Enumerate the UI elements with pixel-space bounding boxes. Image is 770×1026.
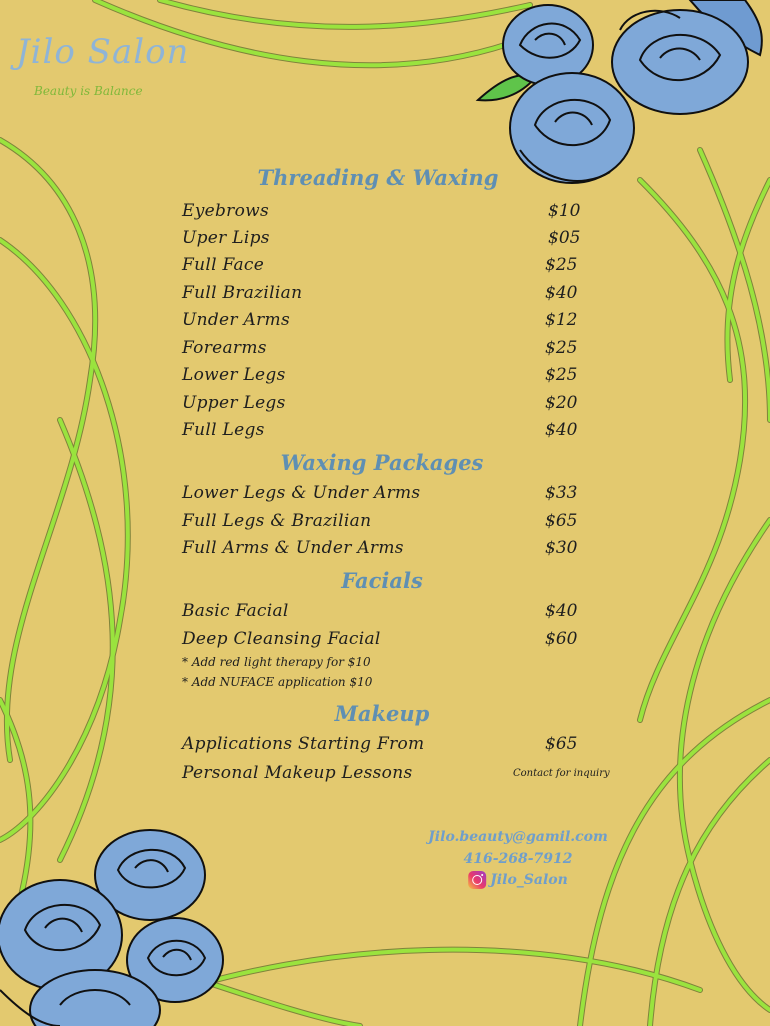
instagram-icon <box>468 871 486 889</box>
menu-item-price: $05 <box>548 228 581 248</box>
contact-instagram[interactable] <box>468 871 568 889</box>
menu-item-price: $10 <box>548 201 581 221</box>
section-title-makeup: Makeup <box>334 701 430 726</box>
menu-item-name: Personal Makeup Lessons <box>182 763 413 783</box>
section-title-facials: Facials <box>341 568 423 593</box>
menu-item-name: Full Face <box>182 255 265 275</box>
menu-item-price: $30 <box>545 538 578 558</box>
facial-addon-note: * Add red light therapy for $10 <box>182 655 371 669</box>
menu-item-price: $60 <box>545 629 578 649</box>
contact-email[interactable]: Jilo.beauty@gamil.com <box>428 829 608 845</box>
menu-item-name: Applications Starting From <box>182 734 425 754</box>
menu-item-name: Full Legs <box>182 420 265 440</box>
menu-item-name: Full Brazilian <box>182 283 303 303</box>
menu-item-name: Lower Legs <box>182 365 286 385</box>
rose-cluster-bottom <box>0 830 223 1026</box>
contact-phone[interactable]: 416-268-7912 <box>463 851 573 867</box>
menu-item-name: Forearms <box>182 338 267 358</box>
menu-item-name: Under Arms <box>182 310 290 330</box>
menu-item-price: $65 <box>545 734 578 754</box>
menu-item-price: $12 <box>545 310 578 330</box>
menu-item-price: $65 <box>545 511 578 531</box>
menu-item-price: $25 <box>545 255 578 275</box>
brand-tagline: Beauty is Balance <box>34 84 143 98</box>
menu-item-price: $40 <box>545 283 578 303</box>
menu-item-price: $25 <box>545 365 578 385</box>
menu-item-name: Eyebrows <box>182 201 269 221</box>
menu-item-name: Full Arms & Under Arms <box>182 538 404 558</box>
facial-addon-note: * Add NUFACE application $10 <box>182 675 373 689</box>
section-title-threading-waxing: Threading & Waxing <box>257 165 499 190</box>
rose-cluster-top <box>478 0 762 183</box>
menu-item-name: Uper Lips <box>182 228 270 248</box>
menu-item-price: $20 <box>545 393 578 413</box>
brand-logo: Jilo Salon <box>16 32 190 72</box>
menu-item-price: Contact for inquiry <box>513 768 610 779</box>
instagram-handle: Jilo_Salon <box>490 872 568 888</box>
menu-item-name: Upper Legs <box>182 393 286 413</box>
menu-item-name: Basic Facial <box>182 601 289 621</box>
menu-item-name: Lower Legs & Under Arms <box>182 483 421 503</box>
menu-item-price: $25 <box>545 338 578 358</box>
menu-item-name: Deep Cleansing Facial <box>182 629 381 649</box>
menu-item-name: Full Legs & Brazilian <box>182 511 372 531</box>
menu-item-price: $33 <box>545 483 578 503</box>
menu-item-price: $40 <box>545 420 578 440</box>
menu-item-price: $40 <box>545 601 578 621</box>
section-title-waxing-packages: Waxing Packages <box>280 450 484 475</box>
